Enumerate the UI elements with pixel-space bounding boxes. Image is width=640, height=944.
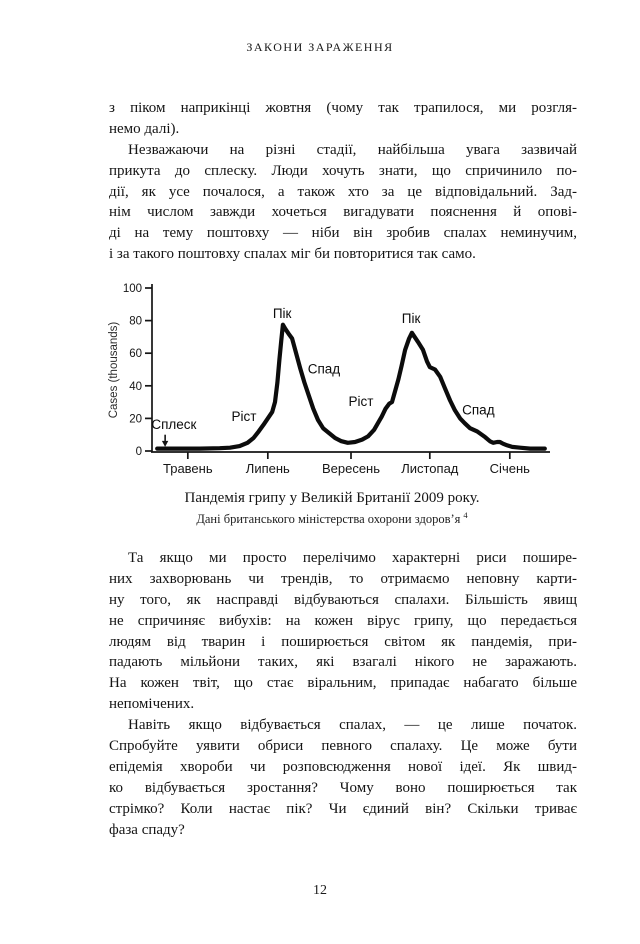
text-line: ну того, як насправді відбуваються спалахи. Більшість явищ [109, 591, 577, 608]
text-line: Незважаючи на різні стадії, найбільша увага зазвичай [128, 141, 577, 158]
text-line: Спробуйте уявити обриси певного спалаху. Це може бути [109, 738, 577, 755]
chart-caption-title: Пандемія грипу у Великій Британії 2009 року. [184, 490, 480, 506]
text-line: дії, як усе почалося, а також хто за це відповідальний. Зад- [109, 183, 577, 200]
text-line: нім числом завжди хочеться вигадувати пояснення й опові- [109, 204, 577, 221]
text-line: епідемія хвороби чи розповсюдження нової ідеї. Як швид- [109, 758, 577, 775]
text-line: не спричиняє вибухів: на кожен вірус грипу, що передається [109, 612, 577, 629]
paragraph [109, 548, 577, 715]
x-tick-label: Травень [163, 461, 213, 476]
footnote-marker: 4 [463, 510, 468, 520]
paragraph [109, 98, 577, 140]
text-line: непомічених. [109, 696, 195, 713]
page-number: 12 [313, 883, 327, 898]
cases-curve [157, 325, 545, 449]
text-line: з піком наприкінці жовтня (чому так трапилося, ми розгля- [109, 100, 577, 116]
stage-annotation: Спад [307, 361, 341, 377]
stage-annotation: Спад [462, 402, 495, 418]
x-tick-label: Листопад [401, 461, 459, 476]
figure [102, 278, 562, 478]
text-line: людям від тварин і поширюється світом як пандемія, при- [109, 633, 577, 650]
paragraph [109, 715, 577, 840]
running-header: ЗАКОНИ ЗАРАЖЕННЯ [246, 40, 394, 54]
text-line: падають мільйони таких, які взагалі нікого не заражають. [109, 654, 577, 671]
body-text-bottom [109, 548, 577, 840]
caption-source-text: Дані британського міністерства охорони здоров’я [196, 512, 461, 527]
stage-annotation: Ріст [231, 408, 257, 424]
text-line: ді на тему поштовху — ніби він зробив спалах неминучим, [109, 225, 577, 242]
y-tick-label: 20 [129, 413, 142, 426]
text-line: ко відбувається зростання? Чому воно поширюється так [109, 779, 577, 796]
spark-arrowhead [162, 441, 168, 447]
text-line: Навіть якщо відбувається спалах, — це лише початок. [128, 717, 577, 734]
text-line: і за такого поштовху спалах міг би повторитися так само. [109, 246, 476, 263]
y-tick-label: 100 [122, 283, 142, 295]
chart-caption-source [102, 510, 562, 527]
y-tick-label: 60 [129, 348, 142, 361]
text-line: них захворювань чи трендів, то отримаємо неповну карти- [109, 570, 577, 587]
text-line: Та якщо ми просто перелічимо характерні риси пошире- [128, 550, 577, 566]
y-axis-title: Cases (thousands) [108, 321, 120, 419]
x-tick-label: Вересень [321, 461, 381, 476]
stage-annotation: Ріст [348, 394, 374, 410]
x-tick-label: Липень [245, 461, 290, 476]
x-tick-label: Січень [489, 461, 530, 476]
text-line: немо далі). [109, 120, 180, 137]
text-line: фаза спаду? [109, 821, 185, 838]
y-tick-label: 80 [129, 315, 142, 328]
y-tick-label: 40 [129, 380, 142, 393]
y-tick-label: 0 [135, 446, 142, 458]
text-line: прикута до сплеску. Люди хочуть знати, що спричинило по- [109, 162, 577, 179]
stage-annotation: Сплеск [151, 416, 197, 432]
stage-annotation: Пік [401, 310, 421, 326]
flu-chart [102, 278, 562, 478]
paragraph [109, 140, 577, 265]
stage-annotation: Пік [272, 306, 292, 322]
text-line: На кожен твіт, що стає віральним, припадає набагато більше [109, 675, 577, 692]
text-line: стрімко? Коли настає пік? Чи єдиний він? Скільки триває [109, 800, 577, 817]
body-text-top [109, 98, 577, 265]
